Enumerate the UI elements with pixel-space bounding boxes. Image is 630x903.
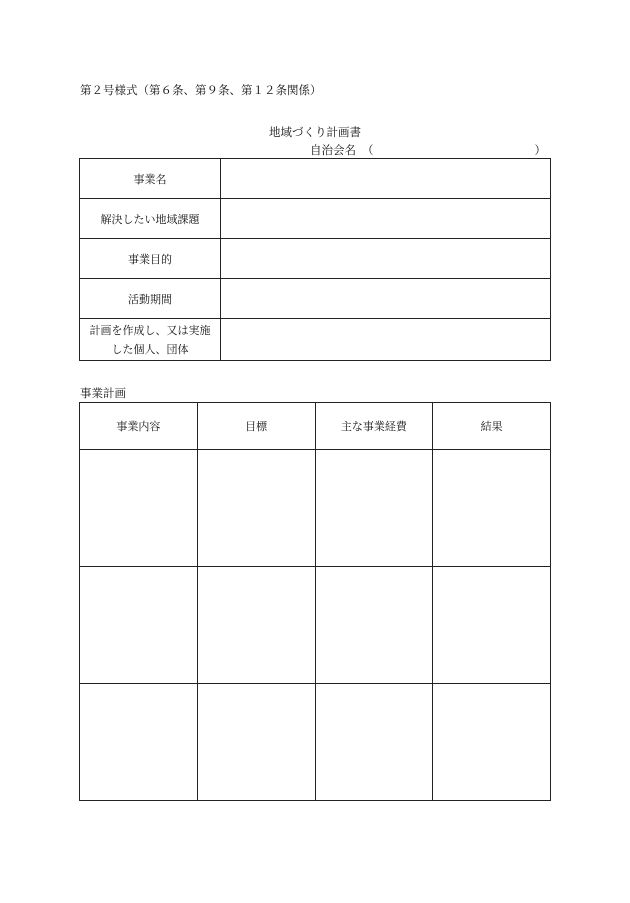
table-row: [80, 567, 551, 684]
project-outline-table: [79, 158, 551, 361]
table-row: [80, 199, 551, 239]
organizer-field[interactable]: [221, 319, 551, 361]
local-issue-field[interactable]: [221, 199, 551, 239]
plan-result-cell[interactable]: [433, 684, 551, 801]
project-purpose-label: 事業目的: [80, 239, 221, 279]
table-row: [80, 319, 551, 361]
plan-content-cell[interactable]: [80, 450, 198, 567]
plan-content-cell[interactable]: [80, 684, 198, 801]
table-row: [80, 159, 551, 199]
organizer-label-line2: した個人、団体: [111, 342, 189, 356]
plan-expenses-cell[interactable]: [315, 450, 433, 567]
column-header-result: 結果: [433, 403, 551, 450]
association-close-paren: ）: [534, 143, 546, 157]
form-number: 第２号様式（第６条、第９条、第１２条関係）: [80, 83, 322, 97]
project-plan-table: [79, 402, 551, 801]
table-header-row: [80, 403, 551, 450]
table-row: [80, 450, 551, 567]
column-header-goal: 目標: [197, 403, 315, 450]
plan-expenses-cell[interactable]: [315, 684, 433, 801]
plan-content-cell[interactable]: [80, 567, 198, 684]
plan-expenses-cell[interactable]: [315, 567, 433, 684]
plan-goal-cell[interactable]: [197, 450, 315, 567]
project-plan-heading: 事業計画: [80, 386, 126, 400]
activity-period-field[interactable]: [221, 279, 551, 319]
project-purpose-field[interactable]: [221, 239, 551, 279]
plan-goal-cell[interactable]: [197, 567, 315, 684]
project-name-label: 事業名: [80, 159, 221, 199]
activity-period-label: 活動期間: [80, 279, 221, 319]
table-row: [80, 684, 551, 801]
organizer-label: [80, 319, 221, 361]
local-issue-label: 解決したい地域課題: [80, 199, 221, 239]
column-header-content: 事業内容: [80, 403, 198, 450]
plan-result-cell[interactable]: [433, 567, 551, 684]
association-label: 自治会名: [310, 143, 356, 157]
document-title: 地域づくり計画書: [269, 125, 361, 139]
association-open-paren: （: [362, 143, 374, 157]
project-name-field[interactable]: [221, 159, 551, 199]
column-header-expenses: 主な事業経費: [315, 403, 433, 450]
plan-result-cell[interactable]: [433, 450, 551, 567]
plan-goal-cell[interactable]: [197, 684, 315, 801]
table-row: [80, 279, 551, 319]
organizer-label-line1: 計画を作成し、又は実施: [89, 323, 211, 337]
table-row: [80, 239, 551, 279]
association-name-line: [310, 142, 550, 158]
